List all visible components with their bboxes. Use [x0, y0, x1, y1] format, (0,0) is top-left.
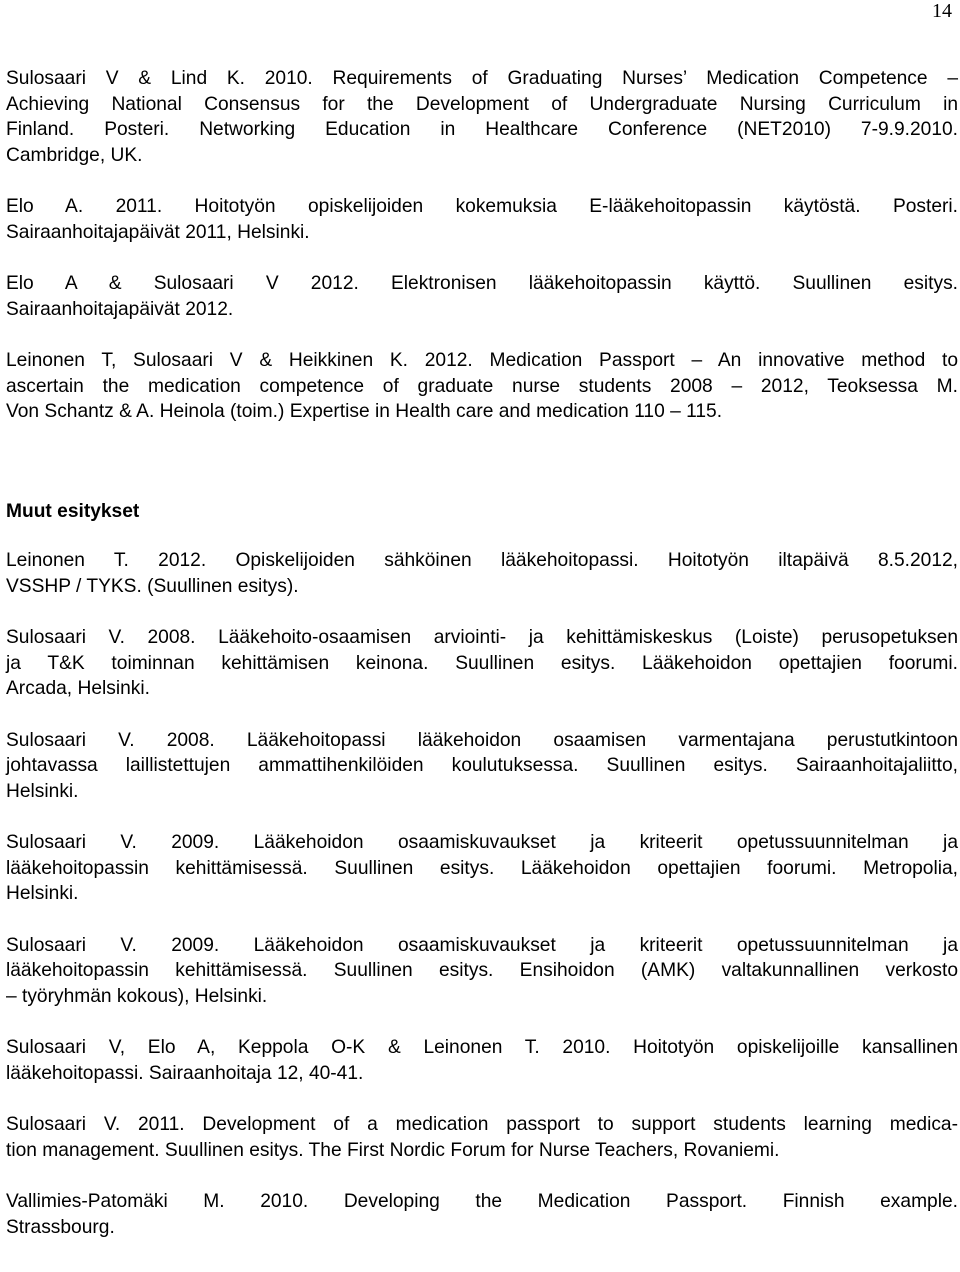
reference-line: Cambridge, UK. [6, 144, 143, 166]
reference-line: Arcada, Helsinki. [6, 678, 150, 699]
reference-line: Sulosaari V, Elo A, Keppola O-K & Leinonen T. 2010. Hoitotyön opiskelijoille kansallinen [6, 1037, 958, 1058]
reference-line: Elo A. 2011. Hoitotyön opiskelijoiden kokemuksia E-lääkehoitopassin käytöstä. Posteri. [6, 196, 958, 217]
reference-line: Sulosaari V. 2011. Development of a medication passport to support students learning medica- [6, 1114, 958, 1135]
reference-entry [6, 1035, 958, 1086]
reference-entry [6, 625, 958, 702]
reference-line: Sulosaari V. 2009. Lääkehoidon osaamiskuvaukset ja kriteerit opetussuunnitelman ja [6, 832, 958, 853]
reference-line: Sulosaari V. 2008. Lääkehoitopassi lääkehoidon osaamisen varmentajana perustutkintoon [6, 729, 958, 751]
reference-entry [6, 66, 958, 168]
reference-line: Sairaanhoitajapäivät 2011, Helsinki. [6, 221, 310, 243]
page-number: 14 [932, 0, 952, 22]
reference-line: Sulosaari V. 2008. Lääkehoito-osaamisen arviointi- ja kehittämiskeskus (Loiste) perusopetuksen [6, 627, 958, 648]
reference-line: Leinonen T. 2012. Opiskelijoiden sähköinen lääkehoitopassi. Hoitotyön iltapäivä 8.5.2012, [6, 550, 958, 571]
reference-line: Helsinki. [6, 883, 79, 904]
reference-line: – työryhmän kokous), Helsinki. [6, 985, 268, 1007]
reference-line: Vallimies-Patomäki M. 2010. Developing the Medication Passport. Finnish example. [6, 1191, 958, 1212]
reference-line: lääkehoitopassin kehittämisessä. Suullinen esitys. Ensihoidon (AMK) valtakunnallinen verkosto [6, 960, 958, 981]
reference-entry [6, 830, 958, 907]
reference-line: Sairaanhoitajapäivät 2012. [6, 298, 234, 320]
reference-line: VSSHP / TYKS. (Suullinen esitys). [6, 575, 299, 597]
reference-line: Achieving National Consensus for the Development of Undergraduate Nursing Curriculum in [6, 93, 958, 115]
document-body [6, 66, 958, 1266]
reference-entry [6, 194, 958, 245]
reference-line: Finland. Posteri. Networking Education in Healthcare Conference (NET2010) 7-9.9.2010. [6, 119, 958, 140]
reference-line: Elo A & Sulosaari V 2012. Elektronisen lääkehoitopassin käyttö. Suullinen esitys. [6, 273, 958, 294]
reference-entry [6, 271, 958, 322]
reference-line: ascertain the medication competence of graduate nurse students 2008 – 2012, Teoksessa M. [6, 375, 958, 397]
reference-line: ja T&K toiminnan kehittämisen keinona. Suullinen esitys. Lääkehoidon opettajien foorumi. [6, 652, 958, 674]
reference-entry [6, 1112, 958, 1163]
reference-line: Sulosaari V & Lind K. 2010. Requirements of Graduating Nurses’ Medication Competence – [6, 68, 958, 89]
reference-line: johtavassa laillistettujen ammattihenkilöiden koulutuksessa. Suullinen esitys. Sairaanhoitajaliitto, [6, 755, 958, 776]
section-heading: Muut esitykset [6, 500, 140, 522]
reference-line: lääkehoitopassi. Sairaanhoitaja 12, 40-41. [6, 1062, 364, 1084]
reference-entry [6, 548, 958, 599]
reference-line: lääkehoitopassin kehittämisessä. Suullinen esitys. Lääkehoidon opettajien foorumi. Metropolia, [6, 857, 958, 879]
reference-entry [6, 1189, 958, 1240]
references-section [6, 66, 958, 425]
reference-line: Strassbourg. [6, 1216, 115, 1238]
reference-line: Sulosaari V. 2009. Lääkehoidon osaamiskuvaukset ja kriteerit opetussuunnitelman ja [6, 934, 958, 956]
reference-line: Leinonen T, Sulosaari V & Heikkinen K. 2012. Medication Passport – An innovative method to [6, 350, 958, 371]
reference-line: Helsinki. [6, 780, 79, 802]
reference-entry [6, 728, 958, 805]
reference-entry [6, 348, 958, 425]
other-presentations-section [6, 548, 958, 1240]
reference-line: Von Schantz & A. Heinola (toim.) Expertise in Health care and medication 110 – 115. [6, 401, 723, 422]
reference-line: tion management. Suullinen esitys. The First Nordic Forum for Nurse Teachers, Rovaniemi. [6, 1139, 780, 1161]
reference-entry [6, 933, 958, 1010]
